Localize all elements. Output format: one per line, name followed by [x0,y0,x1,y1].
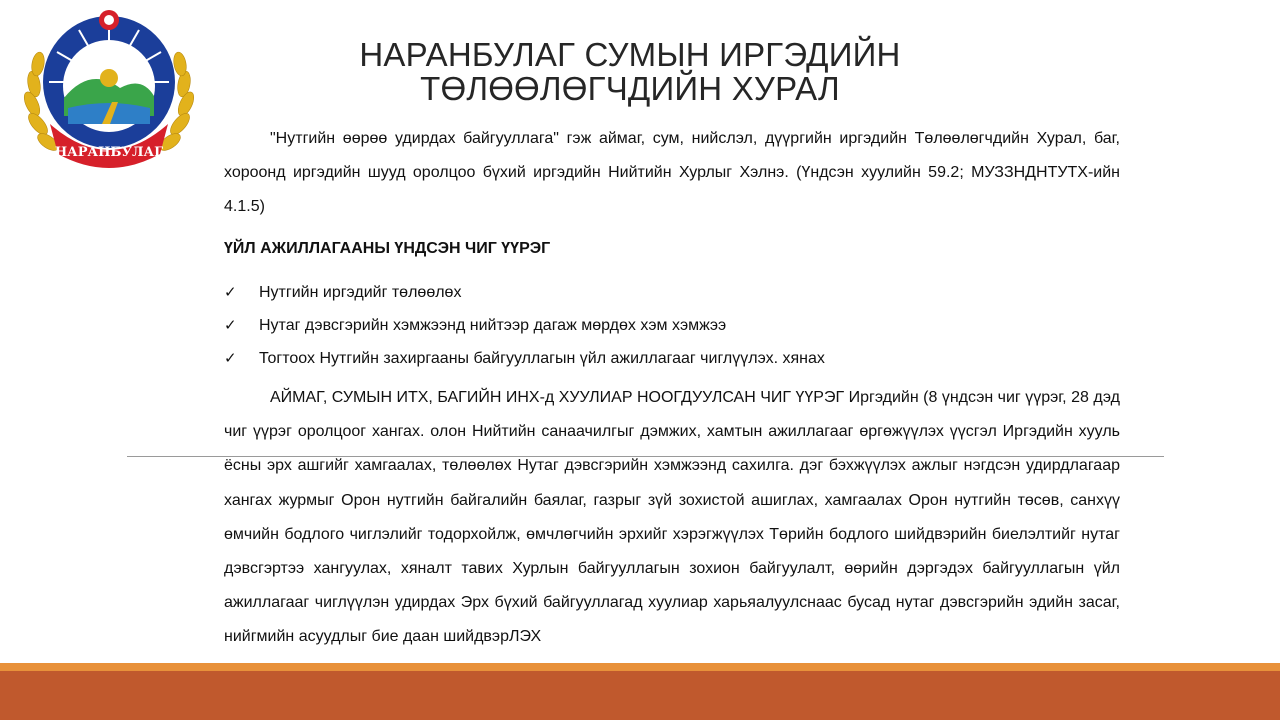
main-content [224,122,1120,655]
title-line-1: НАРАНБУЛАГ СУМЫН ИРГЭДИЙН [359,36,901,73]
page-title [300,38,960,106]
list-item [224,342,1120,375]
check-icon: ✓ [224,284,237,301]
body-paragraph: АЙМАГ, СУМЫН ИТХ, БАГИЙН ИНХ-д ХУУЛИАР НООГДУУЛСАН ЧИГ ҮҮРЭГ Иргэдийн (8 үндсэн чиг үүрэг, 28 дэд чиг үүрэг оролцоог хангах. олон Нийтийн санаачилгыг дэмжих, хамтын ажиллагааг өргөжүүлэх үүсгэл Иргэдийн хууль ёсны эрх ашгийг хамгаалах, төлөөлөх Нутаг дэвсгэрийн хэмжээнд сахилга. дэг бэхжүүлэх ажлыг нэгдсэн удирдлагаар хангах журмыг Орон нутгийн байгалийн баялаг, газрыг зүй зохистой ашиглах, хамгаалах Орон нутгийн төсөв, санхүү өмчийн бодлого чиглэлийг тодорхойлж, өмчлөгчийн эрхийг хэрэгжүүлэх Төрийн бодлого шийдвэрийн биелэлтийг нутаг дэвсгэртээ хангуулах, хяналт тавих Хурлын байгууллагын зохион байгуулалт, өөрийн дэргэдэх байгууллагын үйл ажиллагааг чиглүүлэн удирдах Эрх бүхий байгууллагад хуулиар харьяалуулснаас бусад нутаг дэвсгэрийн эдийн засаг, нийгмийн асуудлыг бие даан шийдвэрЛЭХ [224,389,1120,646]
footer-accent-bar [0,663,1280,671]
check-icon: ✓ [224,350,237,367]
title-line-2: ТӨЛӨӨЛӨГЧДИЙН ХУРАЛ [420,70,840,107]
list-item [224,276,1120,309]
list-item [224,309,1120,342]
duties-list [224,276,1120,375]
list-item-text: Нутаг дэвсгэрийн хэмжээнд нийтээр дагаж мөрдөх хэм хэмжээ [259,317,727,334]
footer-bar [0,671,1280,720]
list-item-text: Тогтоох Нутгийн захиргааны байгууллагын үйл ажиллагааг чиглүүлэх. хянах [259,350,825,367]
emblem-banner-text: НАРАНБУЛАГ [54,145,164,160]
intro-paragraph: "Нутгийн өөрөө удирдах байгууллага" гэж аймаг, сум, нийслэл, дүүргийн иргэдийн Төлөөлөгчдийн Хурал, баг, хороонд иргэдийн шууд оролцоо бүхий иргэдийн Нийтийн Хурлыг Хэлнэ. (Үндсэн хуулийн 59.2; МУЗЗНДНТУТХ-ийн 4.1.5) [224,130,1120,215]
check-icon: ✓ [224,317,237,334]
naranbulag-emblem [20,6,198,174]
list-item-text: Нутгийн иргэдийг төлөөлөх [259,284,462,301]
section-heading: ҮЙЛ АЖИЛЛАГААНЫ ҮНДСЭН ЧИГ ҮҮРЭГ [224,240,551,257]
